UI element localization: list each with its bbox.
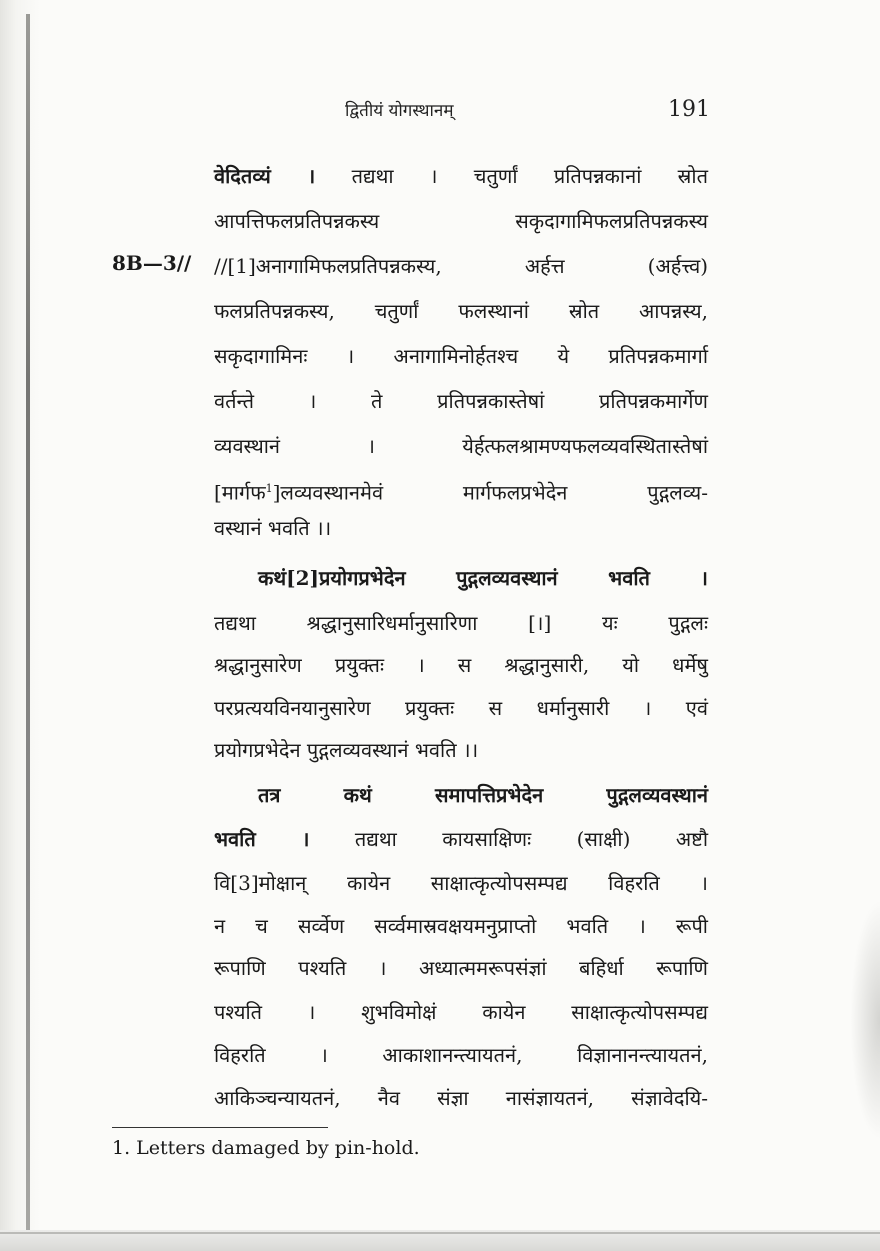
page-binding-shadow [0,0,40,1251]
text-line-14: प्रयोगप्रभेदेन पुद्गलव्यवस्थानं भवति ।। [214,738,479,762]
page-bottom-rule [0,1232,880,1234]
text-span: तद्यथा । चतुर्णां प्रतिपन्नकानां स्रोत [351,164,708,188]
bold-term: भवति । [214,827,310,851]
running-title: द्वितीयं योगस्थानम् [345,101,454,121]
text-line-3: //[1]अनागामिफलप्रतिपन्नकस्य, अर्हत्त (अर्हत्त्व) [214,254,708,278]
text-line-7: व्यवस्थानं । येर्हत्फलश्रामण्यफलव्यवस्थितास्तेषां [214,434,708,458]
text-line-5: सकृदागामिनः । अनागामिनोर्हतश्च ये प्रतिपन्नकमार्गा [214,344,708,368]
bold-term: वेदितव्यं । [214,164,316,188]
text-line-2: आपत्तिफलप्रतिपन्नकस्य सकृदागामिफलप्रतिपन्नकस्य [214,209,708,233]
text-line-13: परप्रत्ययविनयानुसारेण प्रयुक्तः स धर्मानुसारी । एवं [214,696,708,720]
text-line-19: रूपाणि पश्यति । अध्यात्ममरूपसंज्ञां बहिर्धा रूपाणि [214,956,708,980]
text-line-9: वस्थानं भवति ।। [214,516,332,540]
page-number: 191 [668,97,710,122]
section-heading-samapatti: तत्र कथं समापत्तिप्रभेदेन पुद्गलव्यवस्थानं [258,783,708,807]
text-span: [मार्गफ [214,480,266,505]
section-heading-prayoga: कथं[2]प्रयोगप्रभेदेन पुद्गलव्यवस्थानं भवति । [258,566,708,590]
text-span: तद्यथा कायसाक्षिणः (साक्षी) अष्टौ [354,827,708,851]
text-line-6: वर्तन्ते । ते प्रतिपन्नकास्तेषां प्रतिपन्नकमार्गेण [214,389,708,413]
text-line-18: न च सर्व्वेण सर्व्वमास्रवक्षयमनुप्राप्तो भवति । रूपी [214,914,708,938]
margin-reference: 8B—3// [112,251,192,275]
text-line-12: श्रद्धानुसारेण प्रयुक्तः । स श्रद्धानुसारी, यो धर्मेषु [214,653,708,677]
footnote-marker: 1 [265,482,273,495]
page-right-shadow [850,900,880,1140]
text-line-4: फलप्रतिपन्नकस्य, चतुर्णां फलस्थानां स्रोत आपन्नस्य, [214,299,708,323]
text-line-17: वि[3]मोक्षान् कायेन साक्षात्कृत्योपसम्पद्य विहरति । [214,871,708,895]
footnote-divider [112,1127,328,1128]
text-line-8 [214,470,708,512]
text-line-21: विहरति । आकाशानन्त्यायतनं, विज्ञानानन्त्यायतनं, [214,1043,708,1067]
text-span: ]लव्यवस्थानमेवं मार्गफलप्रभेदेन पुद्गलव्य- [272,480,708,505]
text-line-11: तद्यथा श्रद्धानुसारिधर्मानुसारिणा [।] यः पुद्गलः [214,611,708,635]
text-line-16 [214,820,708,858]
text-line-20: पश्यति । शुभविमोक्षं कायेन साक्षात्कृत्योपसम्पद्य [214,1000,708,1024]
page-binding-edge [26,14,30,1240]
text-line-1 [214,157,708,195]
text-line-22: आकिञ्चन्यायतनं, नैव संज्ञा नासंज्ञायतनं, संज्ञावेदयि- [214,1086,708,1110]
footnote: 1. Letters damaged by pin-hold. [112,1137,420,1159]
